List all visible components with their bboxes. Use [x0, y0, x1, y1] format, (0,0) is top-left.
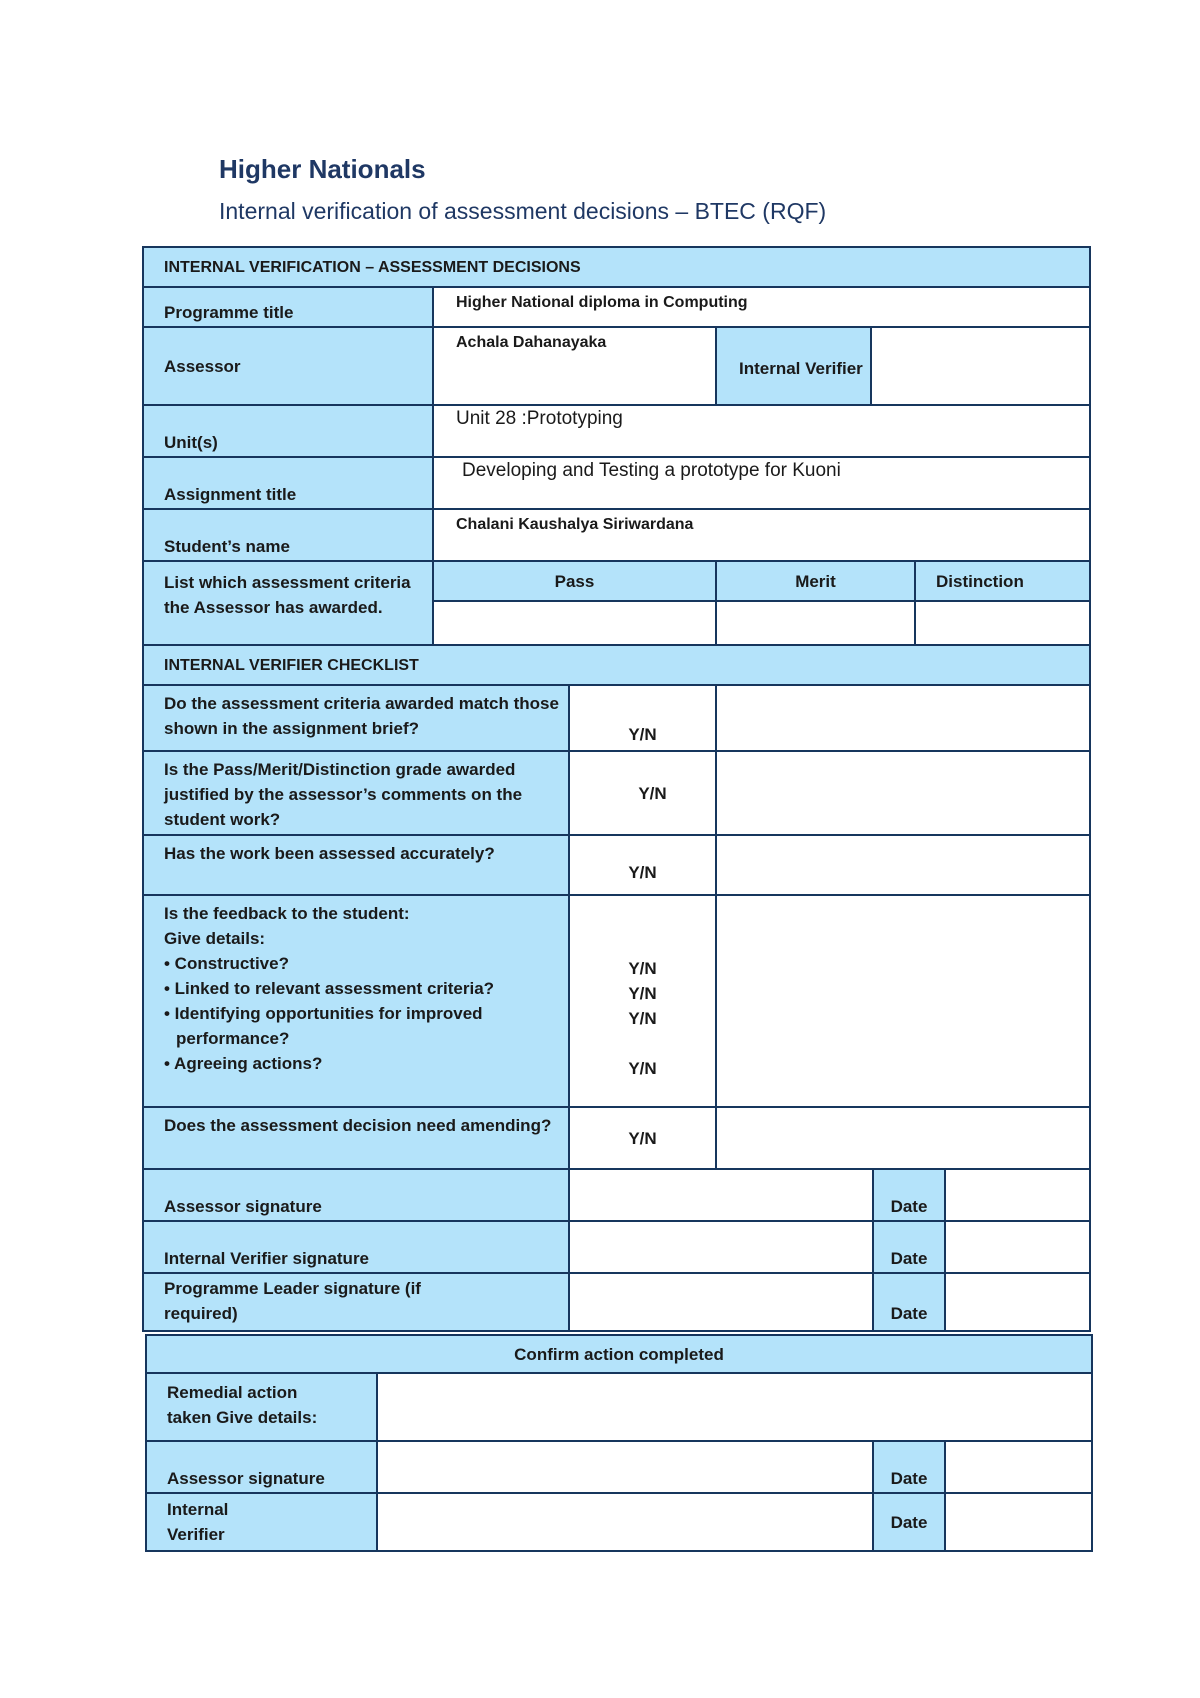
- pl-date-field: [944, 1272, 1091, 1332]
- checklist-q1-comment: [715, 684, 1091, 752]
- checklist-q4-yn-4: Y/N: [628, 1059, 657, 1078]
- page-subtitle: Internal verification of assessment decisions – BTEC (RQF): [219, 198, 827, 224]
- list-item: • Identifying opportunities for improved performance?: [164, 1004, 483, 1048]
- confirm-assessor-date-label: Date: [872, 1440, 946, 1494]
- assignment-title-label: Assignment title: [142, 456, 434, 510]
- checklist-q4-yn-3: Y/N: [628, 1009, 657, 1028]
- confirm-heading: Confirm action completed: [145, 1334, 1093, 1374]
- iv-signature-field: [568, 1220, 874, 1274]
- iv-signature-label: Internal Verifier signature: [142, 1220, 570, 1274]
- grade-distinction-header: Distinction: [914, 560, 1091, 602]
- units-value: Unit 28 :Prototyping: [432, 404, 1091, 458]
- checklist-q5-yn: Y/N: [568, 1106, 717, 1170]
- programme-title-value: Higher National diploma in Computing: [432, 286, 1091, 328]
- section-heading-assessment-decisions: INTERNAL VERIFICATION – ASSESSMENT DECISIONS: [142, 246, 1091, 288]
- checklist-q2-comment: [715, 750, 1091, 836]
- checklist-q1: Do the assessment criteria awarded match those shown in the assignment brief?: [142, 684, 570, 752]
- assessor-value: Achala Dahanayaka: [432, 326, 717, 406]
- checklist-q4-comment: [715, 894, 1091, 1108]
- checklist-q4-sub: Give details:: [164, 929, 266, 948]
- assessor-signature-label: Assessor signature: [142, 1168, 570, 1222]
- pl-signature-label: Programme Leader signature (if required): [142, 1272, 570, 1332]
- confirm-iv-date-field: [944, 1492, 1093, 1552]
- assessor-date-label: Date: [872, 1168, 946, 1222]
- student-name-label: Student’s name: [142, 508, 434, 562]
- iv-date-field: [944, 1220, 1091, 1274]
- checklist-q4-list: [164, 951, 568, 1076]
- internal-verifier-value: [870, 326, 1091, 406]
- grade-merit-header: Merit: [715, 560, 916, 602]
- checklist-q1-yn: Y/N: [568, 684, 717, 752]
- grade-pass-cell: [432, 600, 717, 646]
- confirm-assessor-signature-label: Assessor signature: [145, 1440, 378, 1494]
- grade-distinction-cell: [914, 600, 1091, 646]
- checklist-q3-comment: [715, 834, 1091, 896]
- student-name-value: Chalani Kaushalya Siriwardana: [432, 508, 1091, 562]
- checklist-q4-yn: [568, 894, 717, 1108]
- list-item: • Linked to relevant assessment criteria?: [164, 979, 495, 998]
- checklist-q4-title: Is the feedback to the student:: [164, 904, 410, 923]
- units-label: Unit(s): [142, 404, 434, 458]
- internal-verifier-label: Internal Verifier: [715, 326, 872, 406]
- checklist-q2: Is the Pass/Merit/Distinction grade awarded justified by the assessor’s comments on the student work?: [142, 750, 570, 836]
- list-item: • Agreeing actions?: [164, 1054, 323, 1073]
- pl-date-label: Date: [872, 1272, 946, 1332]
- section-heading-checklist: INTERNAL VERIFIER CHECKLIST: [142, 644, 1091, 686]
- checklist-q5-comment: [715, 1106, 1091, 1170]
- checklist-q2-yn: Y/N: [568, 750, 717, 836]
- confirm-internal-verifier-field: [376, 1492, 874, 1552]
- checklist-q3-yn: Y/N: [568, 834, 717, 896]
- remedial-action-label: Remedial action taken Give details:: [145, 1372, 378, 1442]
- confirm-assessor-signature-field: [376, 1440, 874, 1494]
- criteria-label: List which assessment criteria the Assessor has awarded.: [142, 560, 434, 646]
- assessor-signature-field: [568, 1168, 874, 1222]
- pl-signature-field: [568, 1272, 874, 1332]
- grade-pass-header: Pass: [432, 560, 717, 602]
- list-item: • Constructive?: [164, 954, 289, 973]
- assessor-date-field: [944, 1168, 1091, 1222]
- assignment-title-value: Developing and Testing a prototype for Kuoni: [432, 456, 1091, 510]
- page-title: Higher Nationals: [219, 154, 426, 184]
- checklist-q4: [142, 894, 570, 1108]
- confirm-internal-verifier-label: Internal Verifier: [145, 1492, 378, 1552]
- checklist-q5: Does the assessment decision need amending?: [142, 1106, 570, 1170]
- confirm-iv-date-label: Date: [872, 1492, 946, 1552]
- checklist-q4-yn-1: Y/N: [628, 959, 657, 978]
- remedial-action-field: [376, 1372, 1093, 1442]
- grade-merit-cell: [715, 600, 916, 646]
- confirm-assessor-date-field: [944, 1440, 1093, 1494]
- checklist-q3: Has the work been assessed accurately?: [142, 834, 570, 896]
- programme-title-label: Programme title: [142, 286, 434, 328]
- checklist-q4-yn-2: Y/N: [628, 984, 657, 1003]
- assessor-label: Assessor: [142, 326, 434, 406]
- iv-date-label: Date: [872, 1220, 946, 1274]
